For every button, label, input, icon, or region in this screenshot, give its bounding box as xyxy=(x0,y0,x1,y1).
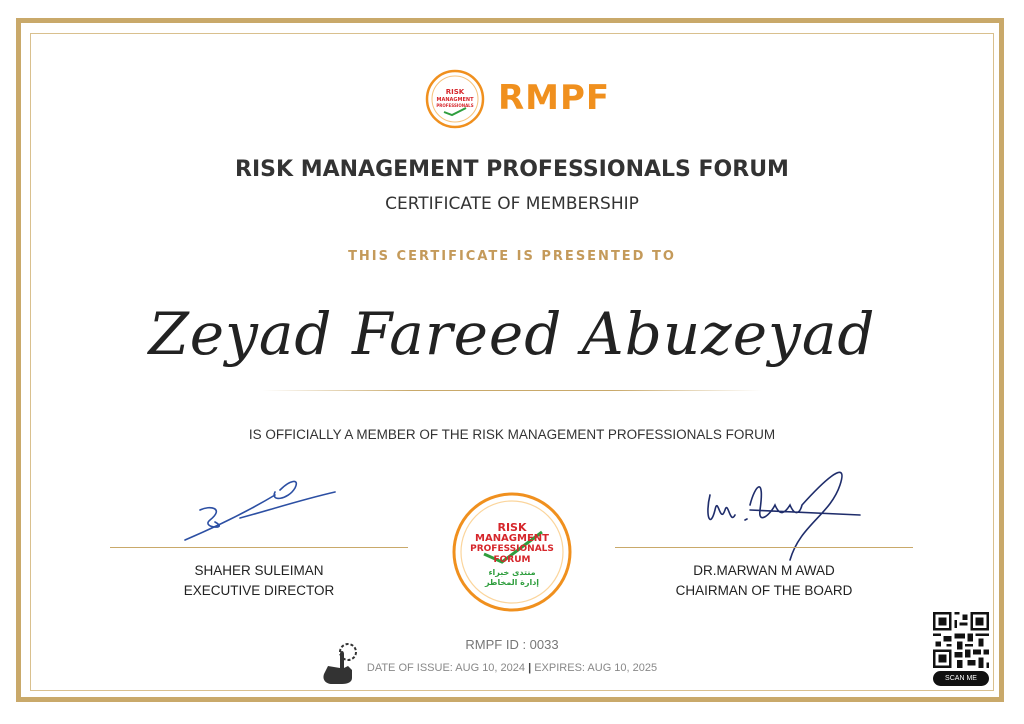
signatory-left xyxy=(110,561,408,601)
signatory-right xyxy=(615,561,913,601)
signatory-right-name: DR.MARWAN M AWAD xyxy=(693,563,835,578)
signatory-left-title: EXECUTIVE DIRECTOR xyxy=(183,583,335,598)
certificate-type: CERTIFICATE OF MEMBERSHIP xyxy=(385,194,639,214)
seal-arabic-line1: منتدى خبراء xyxy=(488,568,536,577)
signature-left-icon xyxy=(180,470,350,550)
rmpf-logo xyxy=(424,68,611,130)
scan-me-label: SCAN ME xyxy=(933,671,989,686)
svg-text:PROFESSIONALS: PROFESSIONALS xyxy=(436,103,474,108)
seal-line3: PROFESSIONALS xyxy=(470,544,554,554)
qr-code-icon[interactable] xyxy=(933,612,989,668)
signatory-right-title: CHAIRMAN OF THE BOARD xyxy=(675,583,853,598)
rmpf-logo-emblem-icon xyxy=(424,68,486,130)
presented-to-label: THIS CERTIFICATE IS PRESENTED TO xyxy=(348,249,676,264)
signature-right-icon xyxy=(690,455,870,565)
organization-name: RISK MANAGEMENT PROFESSIONALS FORUM xyxy=(235,157,789,182)
seal-line2: MANAGMENT xyxy=(475,533,549,544)
membership-statement: IS OFFICIALLY A MEMBER OF THE RISK MANAGEMENT PROFESSIONALS FORUM xyxy=(248,427,776,442)
rmpf-id: RMPF ID : 0033 xyxy=(465,637,559,652)
rmpf-seal xyxy=(450,490,574,614)
svg-text:RISK: RISK xyxy=(445,88,465,96)
logo-text: RMPF xyxy=(498,78,611,118)
signatory-left-name: SHAHER SULEIMAN xyxy=(194,563,324,578)
expiry-date: EXPIRES: AUG 10, 2025 xyxy=(534,662,658,674)
signature-line-right xyxy=(615,547,913,548)
date-of-issue: DATE OF ISSUE: AUG 10, 2024 xyxy=(366,662,526,674)
certificate-dates xyxy=(0,662,1024,674)
svg-text:MANAGMENT: MANAGMENT xyxy=(436,97,474,103)
name-underline xyxy=(262,390,762,391)
seal-line4: FORUM xyxy=(493,555,531,565)
seal-arabic-line2: إدارة المخاطر xyxy=(484,578,540,587)
recipient-name: Zeyad Fareed Abuzeyad xyxy=(148,300,876,368)
seal-line1: RISK xyxy=(497,521,527,534)
signature-line-left xyxy=(110,547,408,548)
date-separator: | xyxy=(528,662,532,674)
